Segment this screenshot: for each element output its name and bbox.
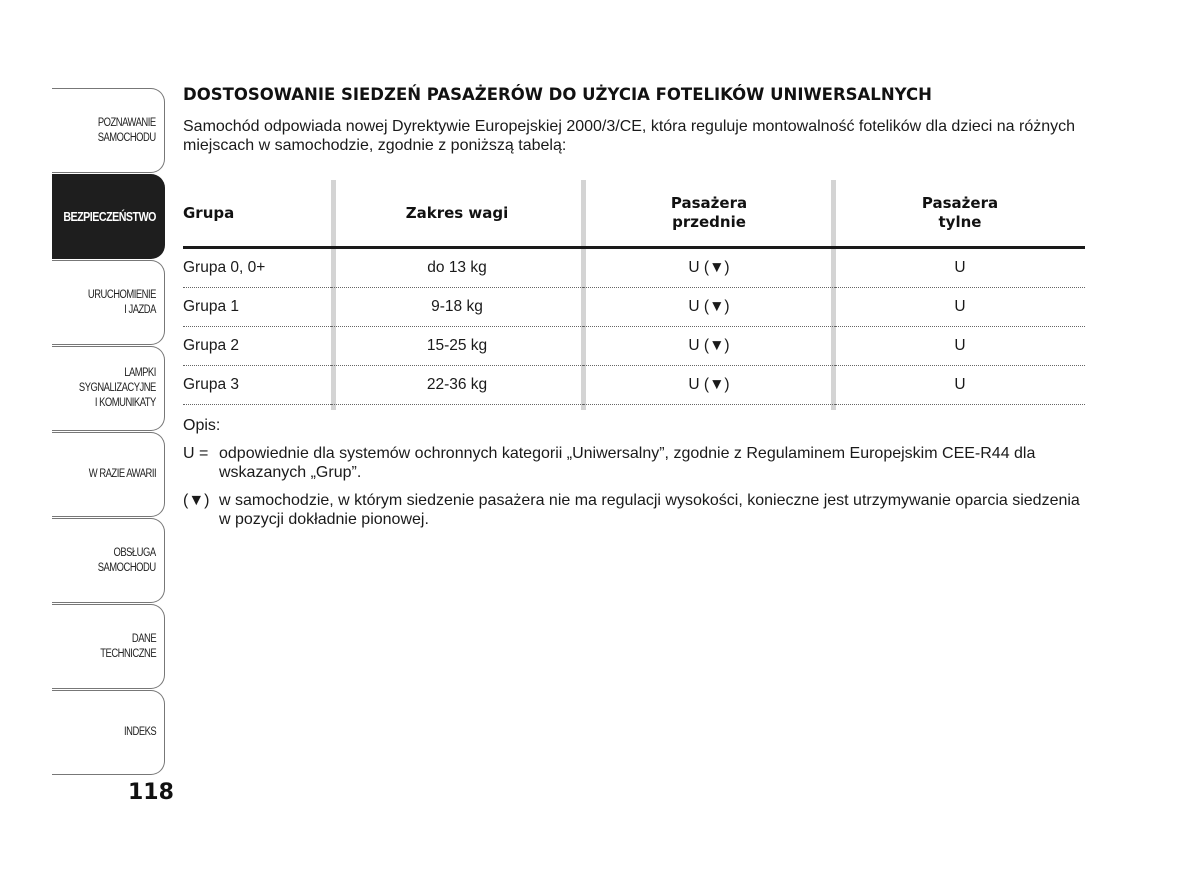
header-pasazera-przednie [583,180,835,248]
page-number: 118 [128,780,174,805]
cell-przednie: U (▼) [583,248,835,288]
header-label: Pasażera tylne [921,194,999,231]
header-pasazera-tylne [835,180,1085,248]
table-row [183,327,1085,366]
tab-poznawanie-samochodu[interactable] [52,88,165,173]
legend-item [183,491,1085,529]
cell-przednie: U (▼) [583,327,835,366]
tab-w-razie-awarii[interactable] [52,432,165,517]
tab-label: OBSŁUGA SAMOCHODU [98,546,156,574]
legend-text: w samochodzie, w którym siedzenie pasażera nie ma regulacji wysokości, konieczne jest utrzymywanie oparcia siedzenia w pozycji dokładnie pionowej. [219,492,1080,528]
section-title: DOSTOSOWANIE SIEDZEŃ PASAŻERÓW DO UŻYCIA FOTELIKÓW UNIWERSALNYCH [183,85,932,104]
table-row [183,366,1085,405]
tab-dane-techniczne[interactable] [52,604,165,689]
legend-key: U = [183,445,209,462]
tab-label: DANE TECHNICZNE [100,632,156,660]
table-header-row [183,180,1085,248]
cell-grupa: Grupa 2 [183,327,331,366]
cell-zakres-wagi: 22-36 kg [331,366,583,405]
legend-key: (▼) [183,492,210,509]
cell-grupa: Grupa 0, 0+ [183,248,331,288]
tab-label: INDEKS [123,726,156,738]
tab-uruchomienie-i-jazda[interactable] [52,260,165,345]
main-content [183,84,1088,528]
cell-zakres-wagi: 9-18 kg [331,288,583,327]
legend-title: Opis: [183,417,221,434]
cell-przednie: U (▼) [583,366,835,405]
legend-item [183,444,1085,482]
cell-tylne: U [835,248,1085,288]
tab-obsluga-samochodu[interactable] [52,518,165,603]
header-label: Pasażera przednie [670,194,748,231]
cell-zakres-wagi: 15-25 kg [331,327,583,366]
table-row [183,248,1085,288]
table-row [183,288,1085,327]
tab-label: URUCHOMIENIE I JAZDA [88,288,156,316]
cell-grupa: Grupa 3 [183,366,331,405]
tab-indeks[interactable] [52,690,165,775]
tab-label: BEZPIECZEŃSTWO [63,209,156,224]
tab-label: POZNAWANIE SAMOCHODU [98,116,156,144]
header-zakres-wagi: Zakres wagi [331,180,583,248]
header-grupa: Grupa [183,180,331,248]
cell-tylne: U [835,288,1085,327]
intro-paragraph: Samochód odpowiada nowej Dyrektywie Europejskiej 2000/3/CE, która reguluje montowalność fotelików dla dzieci na różnych miejscach w samochodzie, zgodnie z poniższą tabelą: [183,118,1076,154]
cell-przednie: U (▼) [583,288,835,327]
legend [183,416,1085,529]
cell-tylne: U [835,366,1085,405]
tab-label: W RAZIE AWARII [88,468,156,480]
tab-bezpieczenstwo[interactable] [52,174,165,259]
seat-compatibility-table [183,180,1085,405]
tab-label: LAMPKI SYGNALIZACYJNE I KOMUNIKATY [79,367,156,409]
tab-lampki-sygnalizacyjne[interactable] [52,346,165,431]
cell-grupa: Grupa 1 [183,288,331,327]
cell-zakres-wagi: do 13 kg [331,248,583,288]
legend-text: odpowiednie dla systemów ochronnych kategorii „Uniwersalny”, zgodnie z Regulaminem Europejskim CEE-R44 dla wskazanych „Grup”. [219,445,1036,481]
cell-tylne: U [835,327,1085,366]
